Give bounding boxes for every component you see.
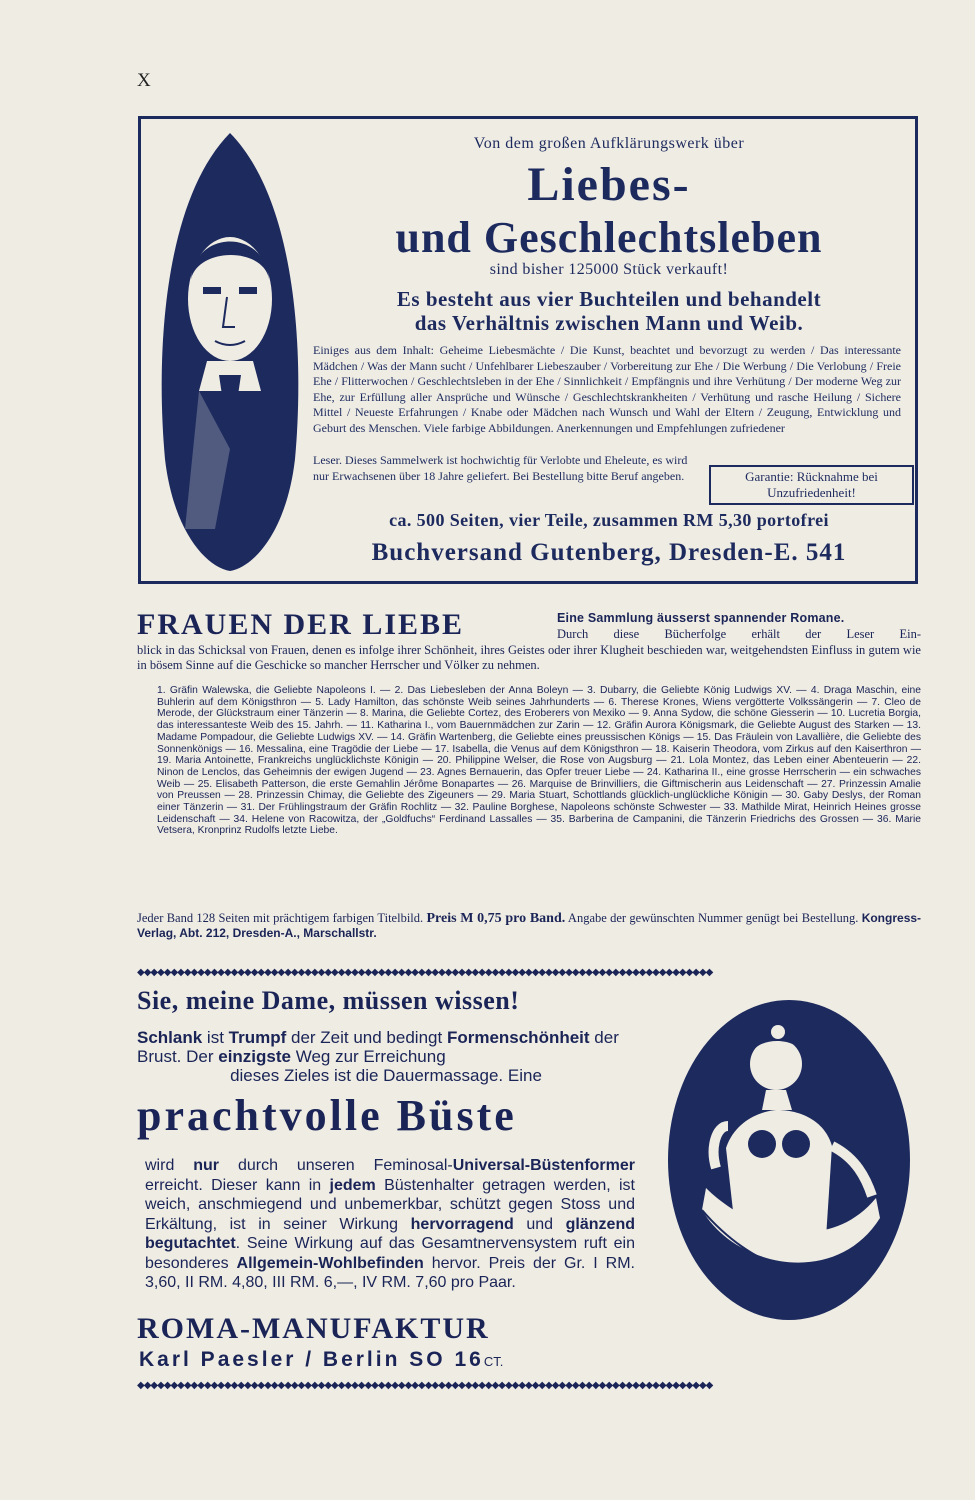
ad2-publisher: Kongress-Verlag, Abt. 212, Dresden-A., Marschallstr. [137, 911, 922, 940]
ad3-p2-e: . Seine Wirkung auf das Gesamtnervensystem ruft ein besonderes [145, 1235, 635, 1272]
ad3-p2-und: und [513, 1215, 566, 1233]
ad1-sold-count: sind bisher 125000 Stück verkauft! [489, 261, 729, 278]
ad3-glaenzend: glänzend begutachtet [145, 1215, 635, 1252]
ad2-closing [137, 911, 921, 941]
woman-illustration [666, 998, 912, 1322]
ad3-jedem: jedem [329, 1176, 376, 1194]
ad2-intro-first-line: Durch diese Bücherfolge erhält der Leser Ein- [557, 627, 921, 641]
ad3-p1-mid: der Zeit und bedingt [286, 1028, 447, 1047]
ad3-schlank: Schlank [137, 1028, 203, 1047]
ad1-contents: Einiges aus dem Inhalt: Geheime Liebesmächte / Die Kunst, beachtet und bevorzugt zu werden / Das interessante Mädchen / Was der Mann sucht / Unfehlbarer Liebeszauber / Vorbereitung zur Ehe / Die Werbung / Die Verlobung / Freie Ehe / Flitterwochen / Geschlechtsleben in der Ehe / Sinnlichkeit / Empfängnis und ihre Verhütung / Der moderne Weg zur Ehe, zur Erfüllung aller Ansprüche und Wünsche / Geschlechtskrankheiten / Verhütung und rasche Heilung / Sichere Mittel / Neueste Erfahrungen / Knabe oder Mädchen nach Wunsch und Wahl der Eltern / Zeugung, Entwicklung und Geburt des Menschen. Viele farbige Abbildungen. Anerkennungen und Empfehlungen zufriedener [313, 343, 901, 435]
ad3-hervorragend: hervorragend [410, 1215, 514, 1233]
ad3-headline: Sie, meine Dame, müssen wissen! [137, 986, 520, 1015]
ad3-formen: Formenschönheit [446, 1028, 590, 1047]
ad1-contents-tail: Leser. Dieses Sammelwerk ist hochwichtig für Verlobte und Eheleute, es wird nur Erwachsenen über 18 Jahre geliefert. Bei Bestellung bitte Beruf angeben. [313, 453, 688, 483]
ad1-title-line2: und Geschlechtsleben [395, 213, 823, 262]
ad1-price: ca. 500 Seiten, vier Teile, zusammen RM 5,30 portofrei [389, 510, 829, 530]
ad3-product: Universal-Büstenformer [452, 1157, 636, 1174]
ad2-title-list: 1. Gräfin Walewska, die Geliebte Napoleons I. — 2. Das Liebesleben der Anna Boleyn — 3. Dubarry, die Geliebte König Ludwigs XV. — 4. Draga Maschin, eine Buhlerin auf dem Königsthron — 5. Lady Hamilton, das schönste Weib seines Jahrhunderts — 6. Therese Krones, Wiens vergötterte Volkssängerin — 7. Cleo de Merode, der Glückstraum einer Tänzerin — 8. Marina, die Geliebte Cortez, des Eroberers von Mexiko — 9. Anna Sydow, die schöne Giesserin — 10. Lucretia Borgia, das interessanteste Weib des 15. Jahrh. — 11. Katharina I., vom Bauernmädchen zur Zarin — 12. Gräfin Aurora Königsmark, die Geliebte August des Starken — 13. Madame Pompadour, die Geliebte Ludwigs XV. — 14. Gräfin Wartenberg, die Geliebte eines preussischen Königs — 15. Das Fräulein von Lavallière, die Geliebte des Sonnenkönigs — 16. Messalina, eine Tragödie der Liebe — 17. Isabella, die Venus auf dem Königsthron — 18. Kaiserin Theodora, vom Zirkus auf den Kaiserthron — 19. Maria Antoinette, Frankreichs unglücklichste Königin — 20. Philippine Welser, die Rose von Augsburg — 21. Lola Montez, das Leben einer Abenteuerin — 22. Ninon de Lenclos, das Geheimnis der ewigen Jugend — 23. Agnes Bernauerin, das Opfer treuer Liebe — 24. Katharina II., eine grosse Herrscherin — ein schwaches Weib — 25. Elisabeth Patterson, die erste Gemahlin Jérôme Bonapartes — 26. Marquise de Brinvilliers, die Giftmischerin aus Leidenschaft — 27. Prinzessin Amalie von Preussen — 28. Prinzessin Chimay, die Geliebte des Zigeuners — 29. Maria Stuart, Schottlands glücklich-unglückliche Königin — 30. Gaby Deslys, der Roman einer Tänzerin — 31. Der Frühlingstraum der Gräfin Rochlitz — 32. Pauline Borghese, Napoleons schönste Schwester — 33. Mathilde Mirat, Heinrich Heines grosse Leidenschaft — 34. Helene von Racowitza, der „Goldfuchs“ Ferdinand Lassalles — 35. Barberina de Campanini, die Tänzerin Friedrichs des Grossen — 36. Marie Vetsera, Kronprinz Rudolfs letzte Liebe. [157, 685, 921, 837]
ad3-address [139, 1348, 503, 1372]
ad1-subtitle-line2: das Verhältnis zwischen Mann und Weib. [414, 311, 804, 335]
ad2-price: Preis M 0,75 pro Band. [426, 911, 566, 926]
ad2-closing-text2: Angabe der gewünschten Nummer genügt bei Bestellung. [567, 911, 859, 925]
page-number: X [137, 70, 151, 91]
ad3-p1-ist: ist [202, 1028, 229, 1047]
ad3-paragraph1 [137, 1028, 635, 1085]
ad3-nur: nur [193, 1157, 220, 1174]
ad3-p2-f: hervor. Preis der Gr. I RM. 3,60, II RM. 4,80, III RM. 6,—, IV RM. 7,60 pro Paar. [145, 1254, 635, 1291]
ad3-title: prachtvolle Büste [137, 1091, 517, 1140]
ad2-intro: blick in das Schicksal von Frauen, denen es infolge ihrer Schönheit, ihres Geistes oder ihrer Klugheit beschieden war, weitgehendsten Einfluss in gutem wie in bösem Sinne auf die Geschicke so mancher Herrscher und Völker zu nehmen. [137, 643, 921, 672]
ad3-p1-rest: Weg zur Erreichung [291, 1047, 446, 1066]
ad2-closing-text: Jeder Band 128 Seiten mit prächtigem farbigen Titelbild. [137, 911, 424, 925]
diamond-divider-bottom: ◆◆◆◆◆◆◆◆◆◆◆◆◆◆◆◆◆◆◆◆◆◆◆◆◆◆◆◆◆◆◆◆◆◆◆◆◆◆◆◆◆◆◆◆◆◆◆◆◆◆◆◆◆◆◆◆◆◆◆◆◆◆◆◆◆◆◆◆◆◆◆◆◆◆◆◆◆◆◆◆◆◆◆◆◆◆ [137, 1381, 713, 1391]
ad2-tagline: Eine Sammlung äusserst spannender Romane. [557, 611, 845, 625]
guarantee-box: Garantie: Rücknahme bei Unzufriedenheit! [709, 465, 914, 505]
ad3-brand: ROMA-MANUFAKTUR [137, 1312, 490, 1345]
ad1-intro: Von dem großen Aufklärungswerk über [473, 135, 745, 152]
ad3-p1-center: dieses Zieles ist die Dauermassage. Eine [230, 1066, 542, 1085]
ad3-p2-c: erreicht. Dieser kann in [145, 1176, 330, 1194]
ad3-address-suffix: CT. [483, 1354, 504, 1369]
diamond-divider-top: ◆◆◆◆◆◆◆◆◆◆◆◆◆◆◆◆◆◆◆◆◆◆◆◆◆◆◆◆◆◆◆◆◆◆◆◆◆◆◆◆◆◆◆◆◆◆◆◆◆◆◆◆◆◆◆◆◆◆◆◆◆◆◆◆◆◆◆◆◆◆◆◆◆◆◆◆◆◆◆◆◆◆◆◆◆◆ [137, 968, 713, 978]
ad3-p1-der: der Brust. Der [137, 1028, 619, 1066]
ad3-trumpf: Trumpf [228, 1028, 287, 1047]
ad3-address-text: Karl Paesler / Berlin SO 16 [139, 1348, 484, 1371]
ad3-wohlbefinden: Allgemein-Wohlbefinden [236, 1254, 424, 1272]
ad3-einzigste: einzigste [218, 1047, 291, 1066]
ad2-headline: FRAUEN DER LIEBE [137, 608, 465, 641]
ad1-subtitle-line1: Es besteht aus vier Buchteilen und behandelt [396, 287, 822, 311]
ad3-p2-b: durch unseren Feminosal- [219, 1157, 453, 1174]
ad-roma-manufaktur [137, 986, 921, 1386]
ad3-paragraph2 [145, 1156, 635, 1293]
ad3-p2-a: wird [145, 1157, 194, 1174]
ad1-title-line1: Liebes- [527, 158, 691, 211]
ad3-p2-d: Büstenhalter getragen werden, ist weich, anschmiegend und unbemerkbar, schützt gegen Stoss und Erkältung, ist in seiner Wirkung [145, 1176, 635, 1233]
ad1-publisher: Buchversand Gutenberg, Dresden-E. 541 [371, 539, 847, 566]
portrait-illustration [155, 129, 305, 574]
ad-liebesleben [138, 116, 918, 584]
